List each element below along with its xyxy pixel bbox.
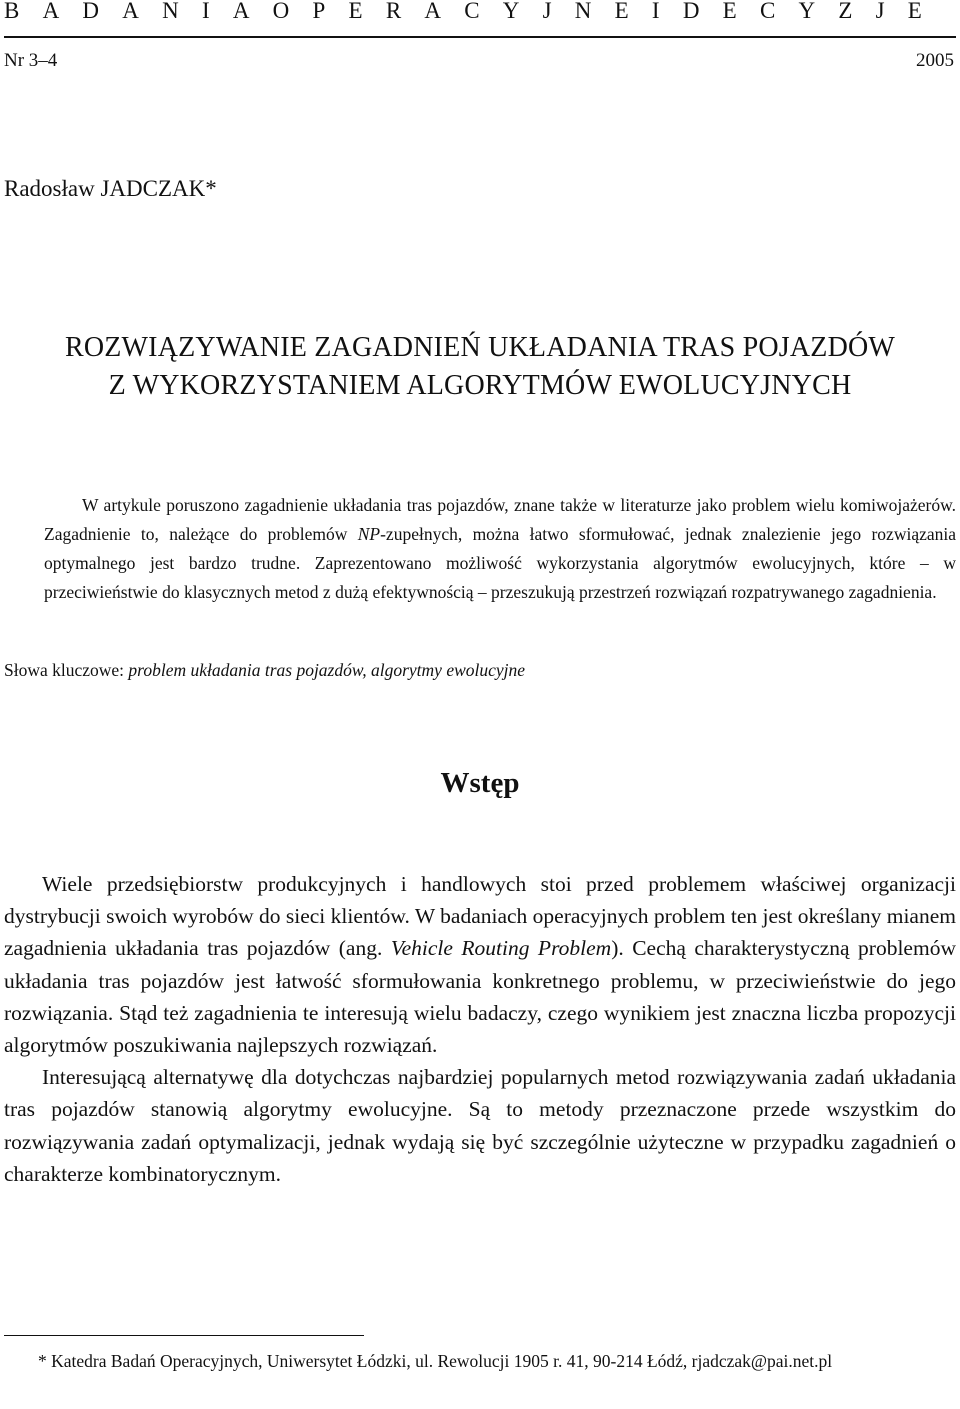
journal-title-letter: R	[385, 0, 402, 23]
abstract	[44, 491, 956, 607]
section-heading: Wstęp	[440, 767, 520, 799]
footnote-text: * Katedra Badań Operacyjnych, Uniwersytet Łódzki, ul. Rewolucji 1905 r. 41, 90-214 Łódź, rjadczak@pai.net.pl	[38, 1351, 833, 1371]
journal-title-letter: J	[542, 0, 552, 23]
journal-title-letter: E	[722, 0, 737, 23]
journal-title-letter: E	[348, 0, 363, 23]
journal-title-letter: I	[201, 0, 210, 23]
paragraph-2: Interesującą alternatywę dla dotychczas najbardziej popularnych metod rozwiązywania zadań układania tras pojazdów stanowią algorytmy ewolucyjne. Są to metody przeznaczone przede wszystkim do rozwiązywania zadań optymalizacji, jednak wydają się być szczególnie użyteczne w przypadku zagadnień o charakterze kombinatorycznym.	[4, 1065, 956, 1186]
footnote-rule	[4, 1335, 364, 1336]
journal-title-letter: C	[759, 0, 776, 23]
paragraph-1	[4, 868, 956, 1061]
journal-title-letter: A	[232, 0, 250, 23]
journal-title-letter: P	[312, 0, 326, 23]
issue-number: Nr 3–4	[4, 50, 58, 71]
journal-title-letter: A	[122, 0, 139, 23]
journal-title-letter: N	[574, 0, 592, 23]
paragraph-1-text-b: ). Cechą charakterystyczną problemów układania tras pojazdów jest łatwość sformułowania konkretnego problemu, w przeciwieństwie do jego rozwiązania. Stąd też zagadnienia te interesują wielu badaczy, czego wynikiem jest znaczna liczba propozycji algorytmów poszukiwania najlepszych rozwiązań.	[4, 936, 956, 1058]
journal-title-letter: B	[4, 0, 20, 23]
issue-year: 2005	[916, 50, 954, 71]
header-rule	[4, 36, 956, 38]
journal-title-letter: O	[272, 0, 290, 23]
journal-title-letter: Y	[502, 0, 520, 23]
footnote	[4, 1346, 956, 1376]
abstract-np: NP	[357, 524, 381, 544]
keywords-label: Słowa kluczowe:	[4, 660, 129, 680]
journal-title-letter: D	[682, 0, 700, 23]
author-name: Radosław JADCZAK*	[4, 176, 217, 201]
body-text	[4, 868, 956, 1190]
keywords-terms: problem układania tras pojazdów, algorytmy ewolucyjne	[128, 660, 526, 680]
journal-title-letter: A	[42, 0, 60, 23]
article-title-line-1: ROZWIĄZYWANIE ZAGADNIEŃ UKŁADANIA TRAS POJAZDÓW	[64, 332, 896, 363]
keywords	[4, 660, 525, 681]
journal-title	[4, 0, 922, 24]
article-title-line-2: Z WYKORZYSTANIEM ALGORYTMÓW EWOLUCYJNYCH	[108, 370, 852, 401]
journal-title-letter: D	[82, 0, 100, 23]
journal-title-letter: I	[651, 0, 660, 23]
journal-title-letter: C	[464, 0, 480, 23]
journal-title-letter: Z	[838, 0, 853, 23]
journal-title-letter: J	[875, 0, 885, 23]
journal-title-letter: N	[162, 0, 179, 23]
abstract-text-2: -zupełnych, można łatwo sformułować, jednak znalezienie jego rozwiązania optymalnego jest bardzo trudne. Zaprezentowano możliwość wykorzystania algorytmów ewolucyjnych, które – w przeciwieństwie do klasycznych metod z dużą efektywnością – przeszukują przestrzeń rozwiązań rozpatrywanego zagadnienia.	[44, 524, 957, 602]
journal-title-letter: A	[424, 0, 441, 23]
paragraph-1-vrp: Vehicle Routing Problem	[390, 936, 612, 961]
journal-title-letter: Y	[798, 0, 816, 23]
paragraph-1-text-a: Wiele przedsiębiorstw produkcyjnych i handlowych stoi przed problemem właściwej organizacji dystrybucji swoich wyrobów do sieci klientów. W badaniach operacyjnych problem ten jest określany mianem zagadnienia układania tras pojazdów (ang.	[4, 872, 956, 961]
abstract-text-1: W artykule poruszono zagadnienie układania tras pojazdów, znane także w literaturze jako problem wielu komiwojażerów. Zagadnienie to, należące do problemów	[44, 495, 956, 544]
journal-title-letter: E	[907, 0, 922, 23]
journal-title-letter: E	[614, 0, 629, 23]
